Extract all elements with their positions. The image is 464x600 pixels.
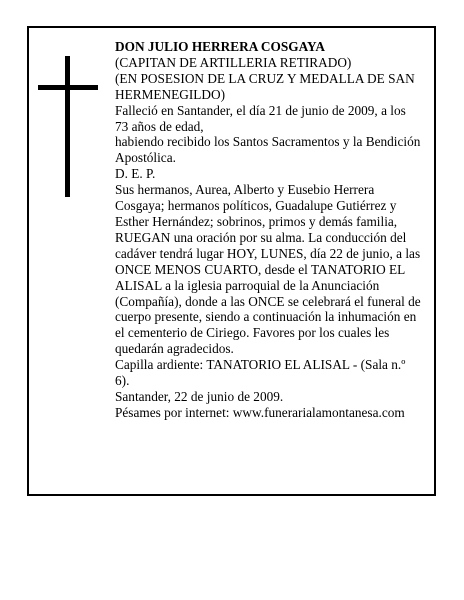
cross-icon (38, 56, 98, 197)
notice-body (115, 39, 421, 421)
cross-horizontal-bar (38, 85, 98, 90)
sacraments-line: habiendo recibido los Santos Sacramentos y la Bendición Apostólica. (115, 134, 421, 166)
chapel-line: Capilla ardiente: TANATORIO EL ALISAL - (Sala n.º 6). (115, 357, 406, 389)
rip-line: D. E. P. (115, 166, 156, 182)
deceased-name: DON JULIO HERRERA COSGAYA (115, 39, 325, 54)
decoration-line: (EN POSESION DE LA CRUZ Y MEDALLA DE SAN HERMENEGILDO) (115, 70, 415, 102)
cross-vertical-bar (65, 56, 70, 197)
condolences-line: Pésames por internet: www.funerarialamontanesa.com (115, 404, 405, 420)
place-date-line: Santander, 22 de junio de 2009. (115, 388, 284, 404)
funeral-details: RUEGAN una oración por su alma. La conducción del cadáver tendrá lugar HOY, LUNES, día 22 de junio, a las ONCE MENOS CUARTO, desde el TANATORIO EL ALISAL a la iglesia parroquial de la Anunciación (Compañía), donde a las ONCE se celebrará el funeral de cuerpo presente, siendo a continuación la inhumación en el cementerio de Ciriego. Favores por los cuales les quedarán agradecidos. (115, 229, 421, 357)
death-announcement: Falleció en Santander, el día 21 de junio de 2009, a los 73 años de edad, (115, 102, 406, 134)
military-rank: (CAPITAN DE ARTILLERIA RETIRADO) (115, 54, 352, 70)
family-line: Sus hermanos, Aurea, Alberto y Eusebio Herrera Cosgaya; hermanos políticos, Guadalupe Gutiérrez y Esther Hernández; sobrinos, primos y demás familia, (115, 182, 398, 229)
